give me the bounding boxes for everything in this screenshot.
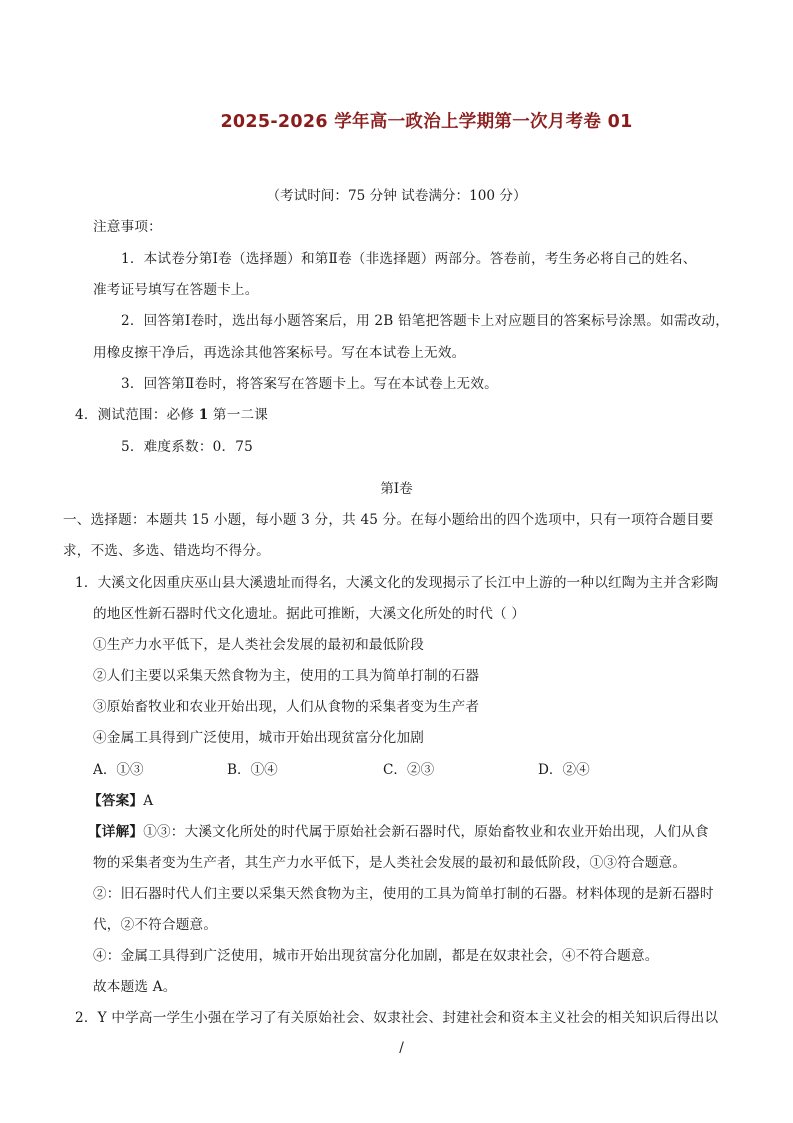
notice-item-1-line-2: 准考证号填写在答题卡上。: [93, 282, 259, 298]
page-marker: /: [399, 1040, 404, 1056]
q1-statement-3: ③原始畜牧业和农业开始出现，人们从食物的采集者变为生产者: [93, 699, 480, 715]
q2-stem-line-1: 2．Y 中学高一学生小强在学习了有关原始社会、奴隶社会、封建社会和资本主义社会的相关知识后得出以: [75, 1010, 719, 1026]
q1-stem-line-2: 的地区性新石器时代文化遗址。据此可推断，大溪文化所处的时代（ ）: [93, 606, 526, 622]
q1-answer: [88, 792, 153, 810]
notice-item-2-line-2: 用橡皮擦干净后，再选涂其他答案标号。写在本试卷上无效。: [93, 345, 466, 361]
answer-label: 【答案】: [88, 793, 144, 809]
q1-explain-line-1: [88, 823, 709, 841]
q1-option-c: C．②③: [383, 762, 435, 778]
q1-stem-line-1: 1．大溪文化因重庆巫山县大溪遗址而得名，大溪文化的发现揭示了长江中上游的一种以红陶为主并含彩陶: [75, 575, 719, 591]
explain-label: 【详解】: [88, 824, 144, 840]
notice-item-4-number: 1: [198, 407, 209, 423]
volume-title: 第Ⅰ卷: [380, 481, 413, 497]
section-intro-line-2: 求，不选、多选、错选均不得分。: [63, 543, 270, 559]
section-intro-line-1: 一、选择题：本题共 15 小题，每小题 3 分，共 45 分。在每小题给出的四个选项中，只有一项符合题目要: [63, 512, 714, 528]
q1-explain-line-2: 物的采集者变为生产者，其生产力水平低下，是人类社会发展的最初和最低阶段，①③符合题意。: [93, 855, 687, 871]
q1-statement-4: ④金属工具得到广泛使用，城市开始出现贫富分化加剧: [93, 730, 425, 746]
q1-explain-line-3: ②：旧石器时代人们主要以采集天然食物为主，使用的工具为简单打制的石器。材料体现的是新石器时: [93, 886, 714, 902]
notice-item-3: 3．回答第Ⅱ卷时，将答案写在答题卡上。写在本试卷上无效。: [121, 376, 498, 392]
notice-item-4: [75, 406, 268, 424]
notice-item-4-suffix: 第一二课: [208, 407, 269, 423]
q1-conclusion: 故本题选 A。: [93, 979, 177, 995]
answer-value: A: [143, 793, 154, 809]
q1-option-a: A．①③: [93, 762, 144, 778]
q1-explain-line-5: ④：金属工具得到广泛使用，城市开始出现贫富分化加剧，都是在奴隶社会，④不符合题意。: [93, 948, 659, 964]
notice-item-5: 5．难度系数：0．75: [121, 439, 253, 455]
q1-explain-line-4: 代，②不符合题意。: [93, 917, 218, 933]
notice-item-1-line-1: 1．本试卷分第Ⅰ卷（选择题）和第Ⅱ卷（非选择题）两部分。答卷前，考生务必将自己的姓名、: [121, 251, 697, 267]
exam-info: （考试时间：75 分钟 试卷满分：100 分）: [266, 188, 527, 204]
q1-option-b: B．①④: [227, 762, 278, 778]
notice-heading: 注意事项：: [93, 219, 162, 235]
notice-item-2-line-1: 2．回答第Ⅰ卷时，选出每小题答案后，用 2B 铅笔把答题卡上对应题目的答案标号涂黑。如需改动，: [121, 313, 730, 329]
explain-text-1: ①③：大溪文化所处的时代属于原始社会新石器时代，原始畜牧业和农业开始出现，人们从食: [143, 824, 709, 840]
q1-statement-1: ①生产力水平低下，是人类社会发展的最初和最低阶段: [93, 637, 425, 653]
exam-title: 2025-2026 学年高一政治上学期第一次月考卷 01: [220, 112, 633, 132]
q1-option-d: D．②④: [538, 762, 590, 778]
q1-statement-2: ②人们主要以采集天然食物为主，使用的工具为简单打制的石器: [93, 668, 480, 684]
notice-item-4-prefix: 4．测试范围：必修: [75, 407, 199, 423]
